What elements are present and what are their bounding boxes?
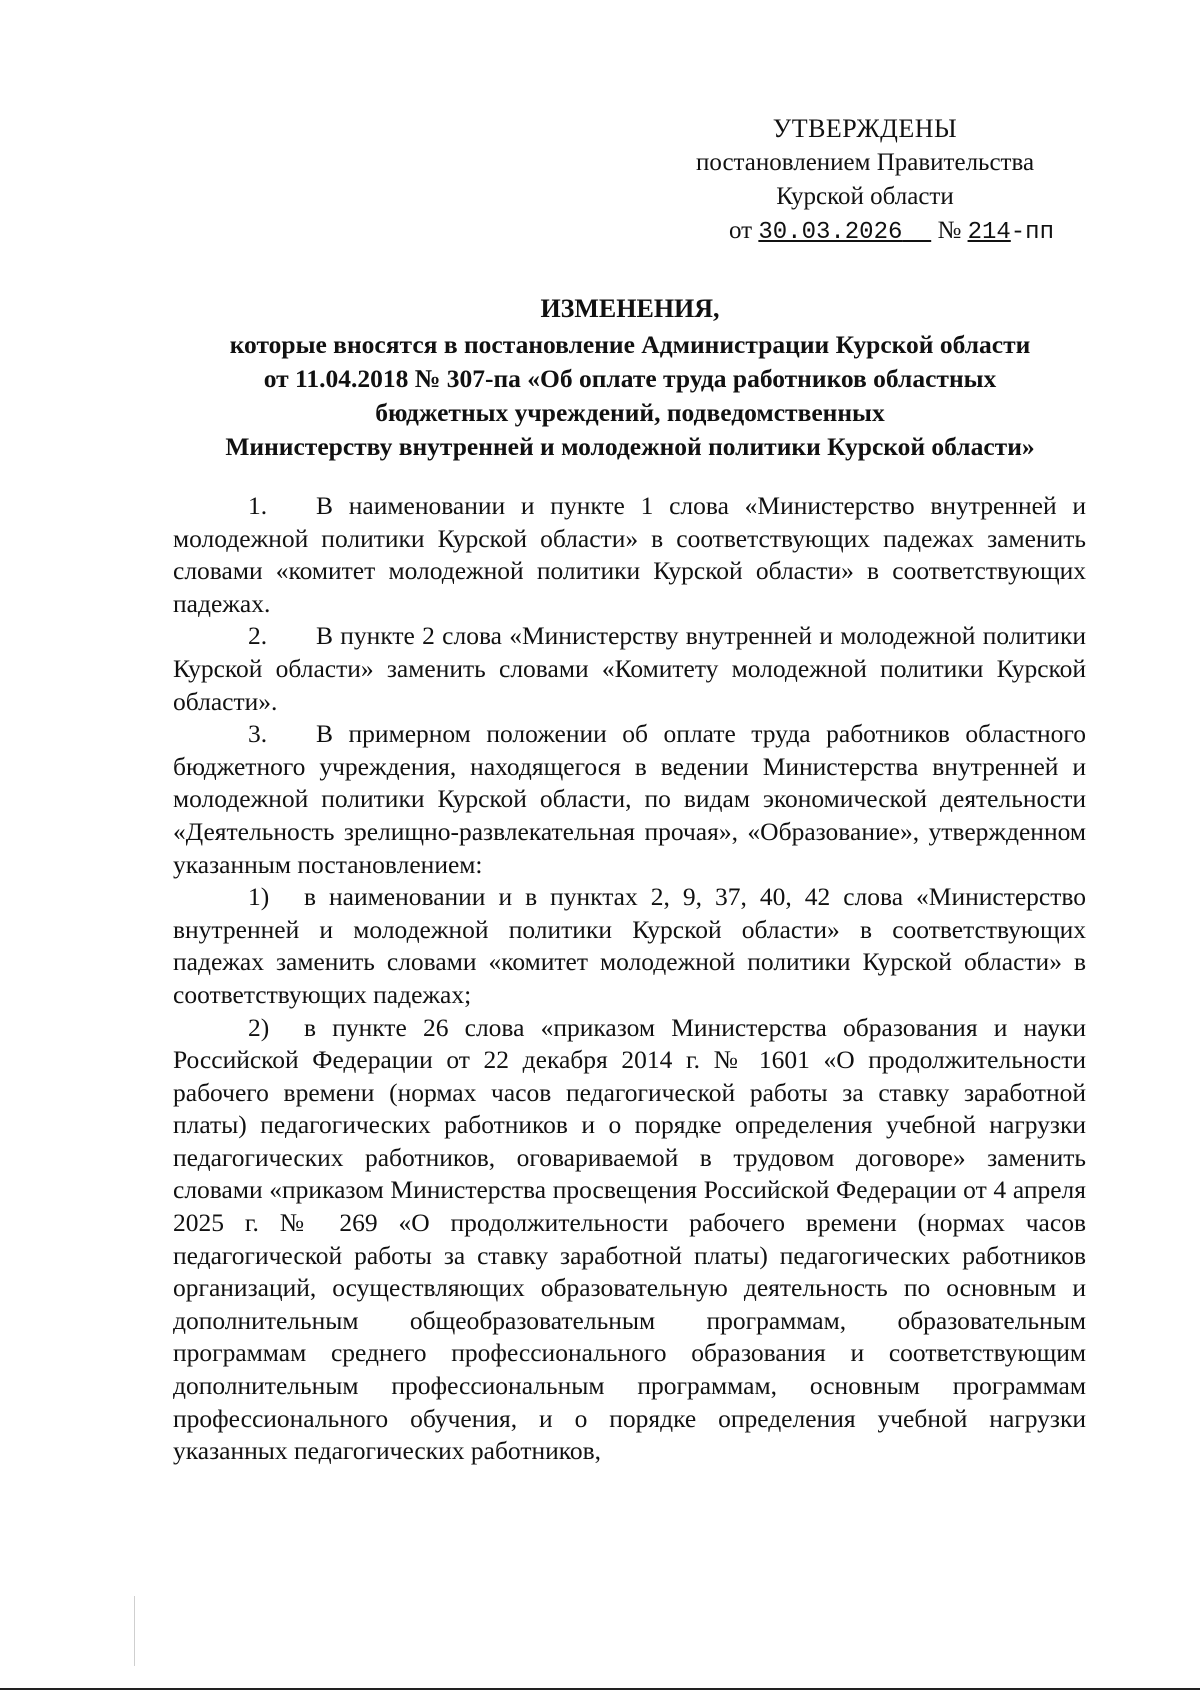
document-heading bbox=[150, 292, 1110, 464]
subitem-number: 1) bbox=[248, 882, 270, 912]
approval-number: 214 bbox=[967, 219, 1011, 246]
heading-line-1: которые вносятся в постановление Администрации Курской области bbox=[229, 330, 1031, 359]
item-text: В наименовании и пункте 1 слова «Министерство внутренней и молодежной политики Курской области» в соответствующих падежах заменить словами «комитет молодежной политики Курской области» в соответствующих падежах. bbox=[173, 491, 1086, 618]
paragraph-item-3 bbox=[173, 718, 1086, 881]
paragraph-item-1 bbox=[173, 490, 1086, 620]
item-text: В пункте 2 слова «Министерству внутренней и молодежной политики Курской области» заменить словами «Комитету молодежной политики Курской области». bbox=[173, 621, 1086, 716]
approval-date-line bbox=[660, 214, 1070, 250]
document-body bbox=[173, 490, 1086, 1468]
approval-block bbox=[660, 112, 1070, 250]
scan-bottom-line bbox=[0, 1688, 1200, 1690]
scan-artifact-mark bbox=[134, 1596, 135, 1666]
approval-title: УТВЕРЖДЕНЫ bbox=[772, 114, 958, 143]
date-prefix: от bbox=[729, 217, 753, 244]
paragraph-item-2 bbox=[173, 620, 1086, 718]
subitem-text: в пункте 26 слова «приказом Министерства образования и науки Российской Федерации от 22 декабря 2014 г. № 1601 «О продолжительности рабочего времени (нормах часов педагогической работы за ставку заработной платы) педагогических работников и о порядке определения учебной нагрузки педагогических работников, оговариваемой в трудовом договоре» заменить словами «приказом Министерства просвещения Российской Федерации от 4 апреля 2025 г. № 269 «О продолжительности рабочего времени (нормах часов педагогической работы за ставку заработной платы) педагогических работников организаций, осуществляющих образовательную деятельность по основным и дополнительным общеобразовательным программам, образовательным программам среднего профессионального образования и соответствующим дополнительным профессиональным программам, основным программам профессионального обучения, и о порядке определения учебной нагрузки указанных педагогических работников, bbox=[173, 1012, 1086, 1466]
subitem-number: 2) bbox=[248, 1012, 270, 1042]
heading-line-2: от 11.04.2018 № 307-па «Об оплате труда работников областных bbox=[263, 364, 997, 393]
item-text: В примерном положении об оплате труда работников областного бюджетного учреждения, находящегося в ведении Министерства внутренней и молодежной политики Курской области, по видам экономической деятельности «Деятельность зрелищно-развлекательная прочая», «Образование», утвержденном указанным постановлением: bbox=[173, 719, 1086, 879]
heading-line-4: Министерству внутренней и молодежной политики Курской области» bbox=[225, 432, 1035, 461]
paragraph-subitem-1 bbox=[173, 881, 1086, 1011]
approval-date: 30.03.2026 bbox=[758, 219, 903, 246]
item-number: 2. bbox=[248, 621, 268, 651]
heading-line-3: бюджетных учреждений, подведомственных bbox=[375, 398, 885, 427]
number-prefix: № bbox=[937, 217, 962, 244]
approval-line-1: постановлением Правительства bbox=[695, 149, 1035, 176]
approval-line-2: Курской области bbox=[776, 183, 954, 210]
item-number: 1. bbox=[248, 491, 268, 520]
paragraph-subitem-2 bbox=[173, 1012, 1086, 1468]
number-suffix: -пп bbox=[1010, 219, 1054, 246]
subitem-text: в наименовании и в пунктах 2, 9, 37, 40, 42 слова «Министерство внутренней и молодежной политики Курской области» в соответствующих падежах заменить словами «комитет молодежной политики Курской области» в соответствующих падежах; bbox=[173, 882, 1086, 1009]
item-number: 3. bbox=[248, 719, 268, 749]
heading-title: ИЗМЕНЕНИЯ, bbox=[540, 294, 720, 323]
